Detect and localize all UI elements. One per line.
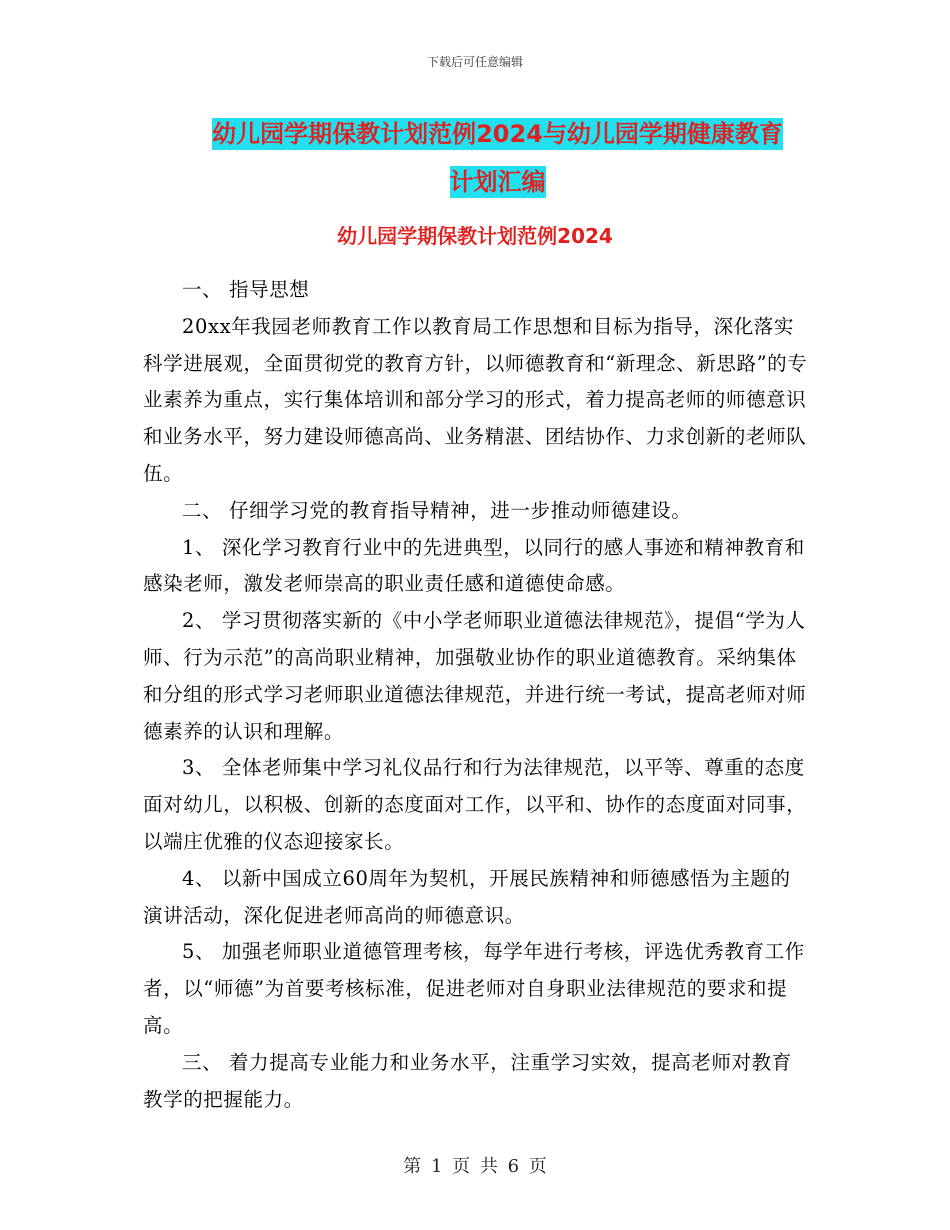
paragraph: 三、 着力提高专业能力和业务水平，注重学习实效，提高老师对教育教学的把握能力。 [143,1050,792,1111]
paragraph: 2、 学习贯彻落实新的《中小学老师职业道德法律规范》，提倡“学为人师、行为示范”的高尚职业精神，加强敬业协作的职业道德教育。采纳集体和分组的形式学习老师职业道德法律规范，并进行统一考试，提高老师对师德素养的认识和理解。 [143,609,807,743]
paragraph: 3、 全体老师集中学习礼仪品行和行为法律规范，以平等、尊重的态度面对幼儿，以积极、创新的态度面对工作，以平和、协作的态度面对同事，以端庄优雅的仪态迎接家长。 [143,756,807,853]
paragraph: 一、 指导思想 [182,278,310,301]
paragraph: 20xx年我园老师教育工作以教育局工作思想和目标为指导，深化落实科学进展观，全面贯彻党的教育方针，以师德教育和“新理念、新思路”的专业素养为重点，实行集体培训和部分学习的形式，着力提高老师的师德意识和业务水平，努力建设师德高尚、业务精湛、团结协作、力求创新的老师队伍。 [143,314,808,485]
page-number-footer: 第 1 页 共 6 页 [403,1156,547,1177]
paragraph: 4、 以新中国成立60周年为契机，开展民族精神和师德感悟为主题的演讲活动，深化促进老师高尚的师德意识。 [143,866,791,927]
paragraph: 二、 仔细学习党的教育指导精神，进一步推动师德建设。 [182,498,692,522]
document-title-line-1: 幼儿园学期保教计划范例2024与幼儿园学期健康教育 [212,120,783,148]
document-body [143,272,808,1118]
section-title: 幼儿园学期保教计划范例2024 [337,224,613,248]
document-title [185,110,810,206]
header-note: 下载后可任意编辑 [426,55,523,69]
paragraph: 1、 深化学习教育行业中的先进典型，以同行的感人事迹和精神教育和感染老师，激发老师崇高的职业责任感和道德使命感。 [143,535,805,596]
paragraph: 5、 加强老师职业道德管理考核，每学年进行考核，评选优秀教育工作者，以“师德”为首要考核标准，促进老师对自身职业法律规范的要求和提高。 [143,940,805,1037]
document-title-line-2: 计划汇编 [449,168,546,196]
